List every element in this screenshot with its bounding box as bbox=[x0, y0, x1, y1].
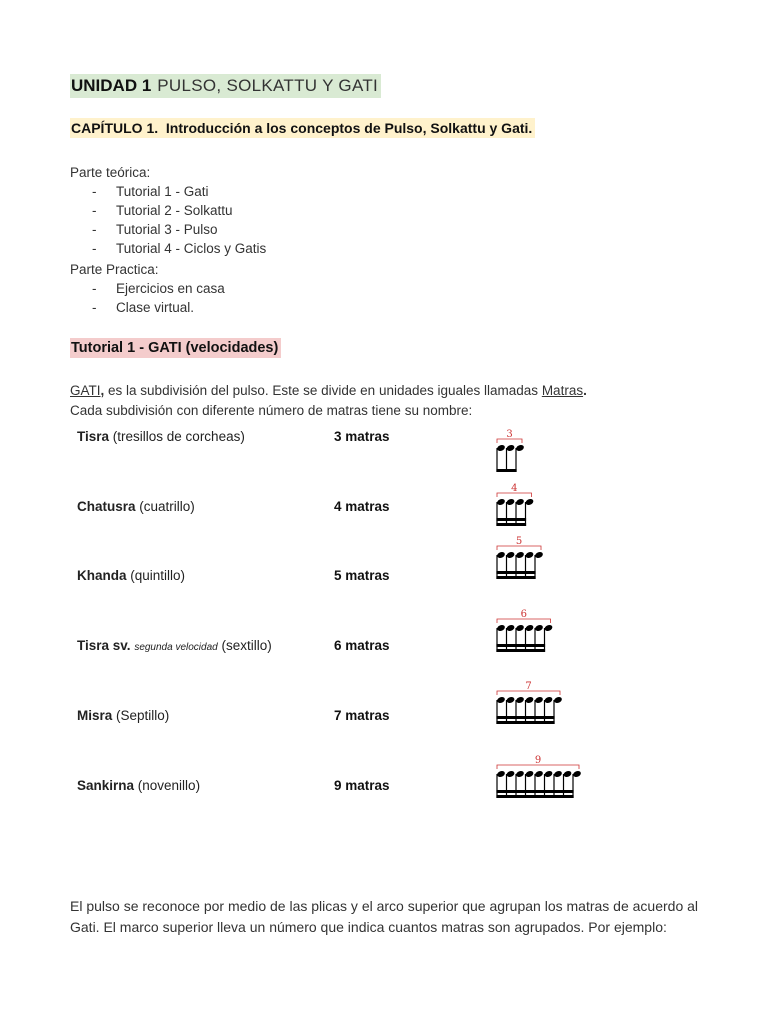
tuplet-notation-icon bbox=[492, 482, 554, 534]
tuplet-number: 7 bbox=[525, 681, 532, 692]
note-beam bbox=[496, 576, 535, 579]
note-beam bbox=[496, 644, 545, 647]
tuplet-notation-icon bbox=[492, 428, 545, 480]
note-head bbox=[572, 770, 581, 778]
tuplet-number: 3 bbox=[506, 429, 513, 440]
chapter-heading bbox=[70, 118, 535, 138]
chapter-label: CAPÍTULO 1. bbox=[71, 120, 159, 136]
list-dash: - bbox=[92, 300, 97, 315]
note-head bbox=[515, 498, 524, 506]
theory-item: Tutorial 4 - Ciclos y Gatis bbox=[116, 241, 267, 256]
tuplet-number: 5 bbox=[515, 536, 523, 547]
note-head bbox=[515, 770, 524, 778]
note-head bbox=[525, 551, 534, 559]
tuplet-number: 9 bbox=[534, 755, 542, 766]
gati-name: Tisra sv. bbox=[77, 638, 131, 653]
note-beam bbox=[496, 795, 573, 798]
note-head bbox=[496, 696, 505, 704]
note-beam bbox=[496, 649, 545, 652]
note-head bbox=[553, 696, 562, 704]
note-beam bbox=[496, 571, 535, 574]
gati-name-cell bbox=[77, 708, 169, 723]
tutorial-heading: Tutorial 1 - GATI (velocidades) bbox=[70, 338, 281, 358]
gati-matras: 9 matras bbox=[334, 778, 390, 793]
gati-matras: 6 matras bbox=[334, 638, 390, 653]
list-dash: - bbox=[92, 241, 97, 256]
gati-name-cell bbox=[77, 568, 185, 583]
gati-description: (quintillo) bbox=[126, 568, 186, 583]
unit-label: UNIDAD 1 bbox=[71, 76, 152, 95]
gati-name-cell bbox=[77, 638, 272, 653]
list-dash: - bbox=[92, 222, 97, 237]
note-head bbox=[496, 498, 505, 506]
gati-term: GATI bbox=[70, 383, 101, 398]
intro-text: es la subdivisión del pulso. Este se divide en unidades iguales llamadas bbox=[104, 383, 542, 398]
note-head bbox=[506, 624, 515, 632]
theory-item: Tutorial 3 - Pulso bbox=[116, 222, 218, 237]
gati-description: (tresillos de corcheas) bbox=[109, 429, 245, 444]
intro-line-1 bbox=[70, 381, 587, 400]
note-head bbox=[506, 551, 515, 559]
gati-name-cell bbox=[77, 499, 195, 514]
intro-line-2: Cada subdivisión con diferente número de matras tiene su nombre: bbox=[70, 403, 473, 418]
note-head bbox=[553, 770, 562, 778]
unit-heading bbox=[70, 74, 381, 98]
tuplet-number: 4 bbox=[511, 483, 518, 494]
practice-item: Clase virtual. bbox=[116, 300, 195, 315]
note-head bbox=[534, 624, 543, 632]
note-head bbox=[534, 696, 543, 704]
gati-matras: 3 matras bbox=[334, 429, 390, 444]
note-head bbox=[525, 770, 534, 778]
gati-name: Tisra bbox=[77, 429, 110, 444]
chapter-title: Introducción a los conceptos de Pulso, Solkattu y Gati. bbox=[165, 120, 533, 136]
note-beam bbox=[496, 518, 526, 521]
note-head bbox=[515, 444, 524, 452]
theory-item: Tutorial 1 - Gati bbox=[116, 184, 209, 199]
note-head bbox=[525, 696, 534, 704]
gati-matras: 7 matras bbox=[334, 708, 390, 723]
note-beam bbox=[496, 469, 516, 472]
tuplet-notation-icon bbox=[492, 680, 583, 732]
note-head bbox=[506, 444, 515, 452]
gati-name-cell bbox=[77, 429, 245, 444]
practice-heading: Parte Practica: bbox=[70, 262, 159, 277]
gati-name: Chatusra bbox=[77, 499, 136, 514]
matras-term: Matras bbox=[541, 383, 584, 398]
comma: , bbox=[100, 383, 105, 398]
gati-italic-note: segunda velocidad bbox=[134, 642, 218, 653]
note-head bbox=[534, 551, 543, 559]
note-beam bbox=[496, 721, 554, 724]
list-dash: - bbox=[92, 184, 97, 199]
period: . bbox=[583, 383, 587, 398]
note-head bbox=[506, 696, 515, 704]
footer-paragraph: El pulso se reconoce por medio de las plicas y el arco superior que agrupan los matras de acuerdo al Gati. El marco superior lleva un número que indica cuantos matras son agrupados. Por ejemplo: bbox=[70, 898, 699, 935]
note-head bbox=[515, 696, 524, 704]
note-head bbox=[544, 624, 553, 632]
tuplet-number: 6 bbox=[520, 609, 527, 620]
note-head bbox=[544, 696, 553, 704]
note-head bbox=[525, 624, 534, 632]
gati-description: (novenillo) bbox=[134, 778, 201, 793]
note-head bbox=[544, 770, 553, 778]
note-beam bbox=[496, 790, 573, 793]
note-head bbox=[563, 770, 572, 778]
note-head bbox=[506, 770, 515, 778]
list-dash: - bbox=[92, 281, 97, 296]
note-head bbox=[525, 498, 534, 506]
gati-name: Sankirna bbox=[77, 778, 135, 793]
note-head bbox=[496, 624, 505, 632]
gati-name-cell bbox=[77, 778, 200, 793]
note-head bbox=[496, 551, 505, 559]
tuplet-notation-icon bbox=[492, 535, 564, 587]
tuplet-notation-icon bbox=[492, 608, 573, 660]
gati-name: Khanda bbox=[77, 568, 127, 583]
theory-item: Tutorial 2 - Solkattu bbox=[116, 203, 233, 218]
gati-name: Misra bbox=[77, 708, 113, 723]
note-head bbox=[515, 551, 524, 559]
practice-item: Ejercicios en casa bbox=[116, 281, 225, 296]
unit-title: PULSO, SOLKATTU Y GATI bbox=[157, 76, 379, 95]
note-beam bbox=[496, 523, 526, 526]
tuplet-notation-icon bbox=[492, 754, 602, 806]
note-beam bbox=[496, 716, 554, 719]
gati-description-extra: (sextillo) bbox=[217, 638, 272, 653]
note-head bbox=[496, 770, 505, 778]
list-dash: - bbox=[92, 203, 97, 218]
note-head bbox=[496, 444, 505, 452]
theory-heading: Parte teórica: bbox=[70, 165, 151, 180]
gati-matras: 4 matras bbox=[334, 499, 390, 514]
note-head bbox=[506, 498, 515, 506]
gati-description: (Septillo) bbox=[112, 708, 170, 723]
gati-description: (cuatrillo) bbox=[135, 499, 195, 514]
note-head bbox=[515, 624, 524, 632]
note-head bbox=[534, 770, 543, 778]
gati-matras: 5 matras bbox=[334, 568, 390, 583]
